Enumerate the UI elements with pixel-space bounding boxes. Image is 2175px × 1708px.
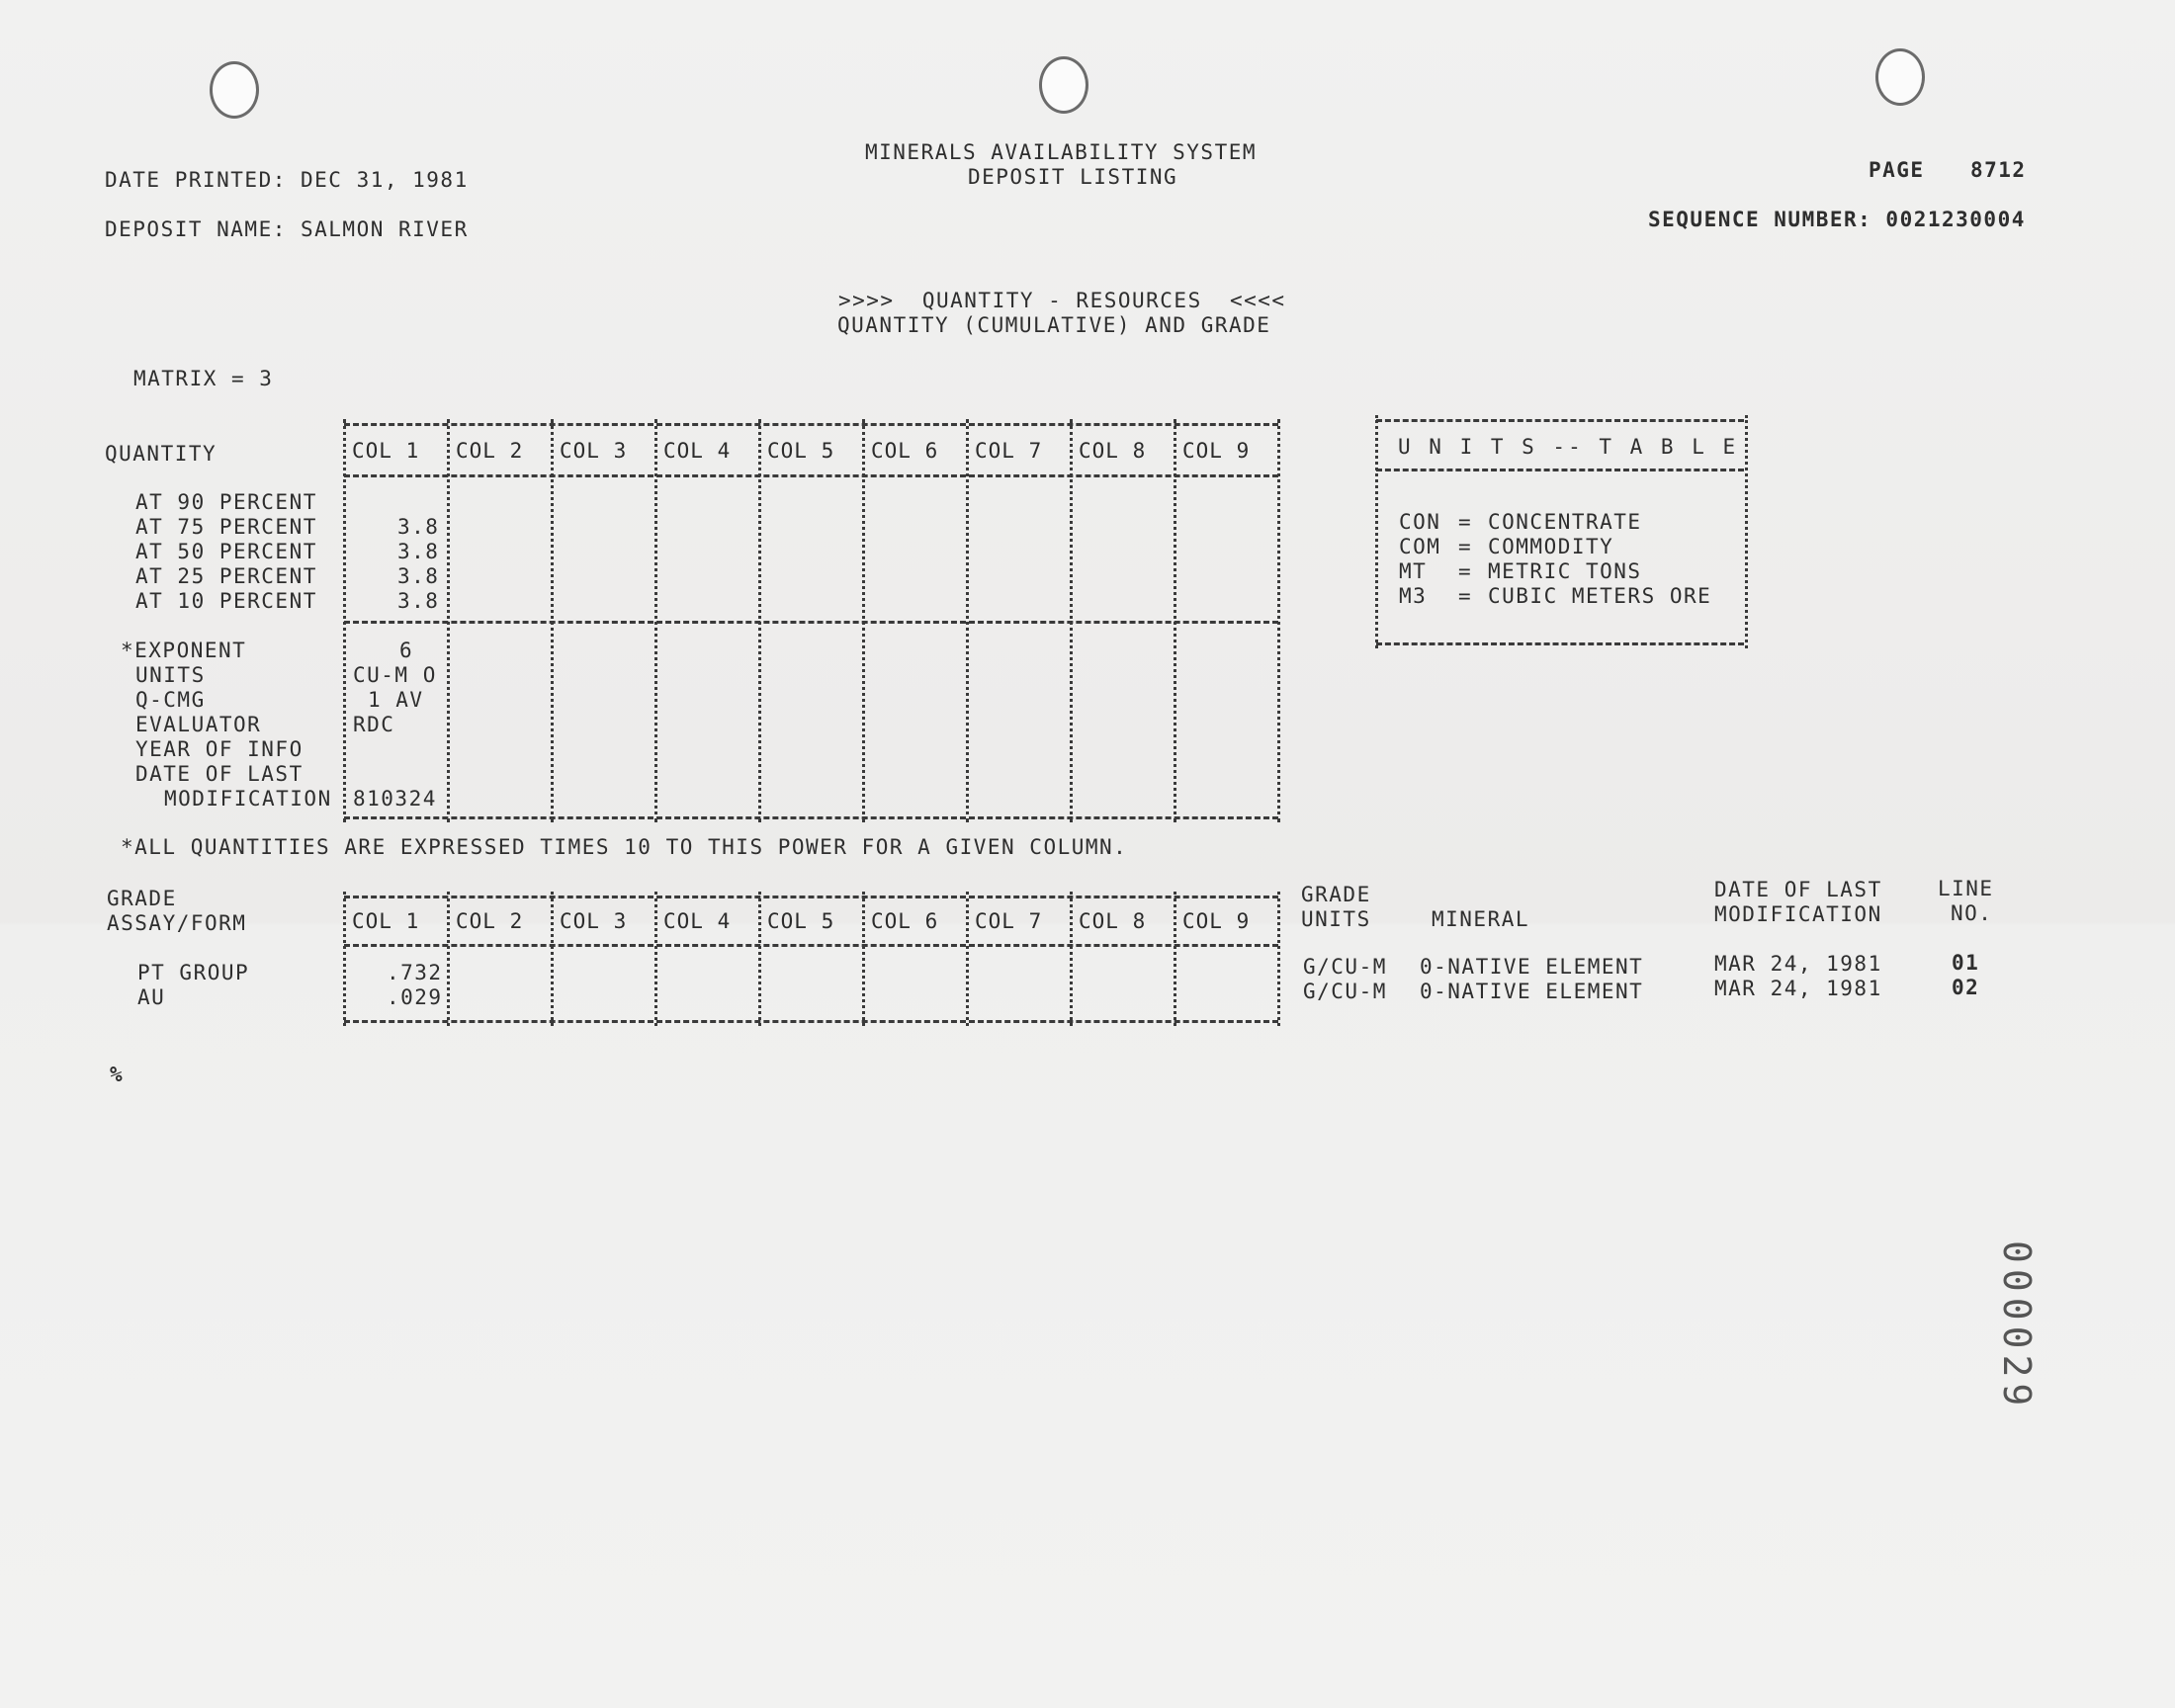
- grade-row-units: G/CU-M: [1303, 955, 1387, 979]
- g-col-header: COL 3: [560, 909, 628, 933]
- punch-hole-center: [1039, 56, 1088, 114]
- grade-row-date: MAR 24, 1981: [1714, 952, 1882, 976]
- grade-row-line-no: 01: [1952, 951, 1980, 975]
- grade-units-header-1: GRADE: [1301, 883, 1371, 906]
- sequence-number: SEQUENCE NUMBER: 0021230004: [1648, 208, 2026, 231]
- line-no-header-1: LINE: [1938, 877, 1994, 900]
- deposit-name: DEPOSIT NAME: SALMON RIVER: [105, 217, 469, 241]
- quantity-label: QUANTITY: [105, 442, 218, 466]
- quantity-table-header-rule: [344, 474, 1278, 477]
- grade-row-line-no: 02: [1952, 976, 1980, 999]
- system-title: MINERALS AVAILABILITY SYSTEM: [865, 140, 1258, 164]
- grade-row-date: MAR 24, 1981: [1714, 977, 1882, 1000]
- grade-table-header-rule: [344, 944, 1278, 947]
- units-equals: =: [1458, 510, 1473, 534]
- g-col-header: COL 6: [871, 909, 939, 933]
- date-header-1: DATE OF LAST: [1714, 878, 1882, 901]
- q-col-header: COL 4: [663, 439, 732, 463]
- units-code: MT: [1399, 559, 1428, 583]
- quantity-table-bottom-rule: [344, 816, 1278, 819]
- q-row-label: AT 50 PERCENT: [135, 540, 317, 563]
- q-col-header: COL 5: [767, 439, 835, 463]
- q-col-sep-3: [654, 419, 657, 822]
- g-col-sep-2: [551, 892, 554, 1026]
- q-cell-col1: 3.8: [397, 564, 440, 588]
- g-col-header: COL 4: [663, 909, 732, 933]
- g-col-header: COL 9: [1182, 909, 1251, 933]
- line-no-header-2: NO.: [1951, 901, 1993, 925]
- units-meaning: CUBIC METERS ORE: [1488, 584, 1712, 608]
- matrix-label: MATRIX = 3: [133, 367, 274, 390]
- g-col-sep-3: [654, 892, 657, 1026]
- g-col-sep-4: [758, 892, 761, 1026]
- grade-table-top-rule: [344, 896, 1278, 898]
- q-col-sep-2: [551, 419, 554, 822]
- g-col-header: COL 7: [975, 909, 1043, 933]
- grade-row-units: G/CU-M: [1303, 980, 1387, 1003]
- units-meaning: METRIC TONS: [1488, 559, 1642, 583]
- q-row-label: AT 90 PERCENT: [135, 490, 317, 514]
- units-equals: =: [1458, 559, 1473, 583]
- q-col-sep-7: [1070, 419, 1073, 822]
- q-row-label: AT 10 PERCENT: [135, 589, 317, 613]
- punch-hole-right: [1875, 48, 1925, 106]
- q-col-header: COL 9: [1182, 439, 1251, 463]
- grade-row-mineral: 0-NATIVE ELEMENT: [1420, 955, 1644, 979]
- q-cell-col1: 3.8: [397, 589, 440, 613]
- q-col-sep-8: [1174, 419, 1176, 822]
- units-code: CON: [1399, 510, 1441, 534]
- grade-row-label: AU: [137, 985, 166, 1009]
- g-col-header: COL 5: [767, 909, 835, 933]
- q-col-header: COL 6: [871, 439, 939, 463]
- date-header-2: MODIFICATION: [1714, 902, 1882, 926]
- assay-form-label: ASSAY/FORM: [107, 911, 247, 935]
- units-meaning: COMMODITY: [1488, 535, 1614, 558]
- q-row-label: AT 25 PERCENT: [135, 564, 317, 588]
- q-col-header: COL 7: [975, 439, 1043, 463]
- grade-label: GRADE: [107, 887, 177, 910]
- q-attr-label: MODIFICATION: [164, 787, 332, 811]
- units-table-title: U N I T S -- T A B L E: [1398, 435, 1739, 459]
- mineral-header: MINERAL: [1432, 907, 1530, 931]
- quantity-table-mid-rule: [344, 621, 1278, 624]
- date-printed: DATE PRINTED: DEC 31, 1981: [105, 168, 469, 192]
- g-col-sep-8: [1174, 892, 1176, 1026]
- units-code: COM: [1399, 535, 1441, 558]
- q-cell-col1: 3.8: [397, 515, 440, 539]
- q-attr-label: Q-CMG: [135, 688, 206, 712]
- section-title: >>>> QUANTITY - RESOURCES <<<<: [838, 289, 1286, 312]
- q-col-sep-1: [447, 419, 450, 822]
- q-col-header: COL 1: [352, 439, 420, 463]
- q-col-sep-5: [862, 419, 865, 822]
- units-table-top-rule: [1376, 419, 1744, 422]
- q-row-label: AT 75 PERCENT: [135, 515, 317, 539]
- q-attr-col1: 1 AV: [368, 688, 424, 712]
- grade-row-col1: .732: [387, 961, 443, 984]
- end-mark: %: [110, 1063, 125, 1086]
- q-col-header: COL 8: [1079, 439, 1147, 463]
- g-col-header: COL 8: [1079, 909, 1147, 933]
- units-table-bottom-rule: [1376, 642, 1744, 645]
- side-stamp: 000029: [1995, 1240, 2039, 1412]
- q-attr-col1: 6: [399, 639, 414, 662]
- q-attr-col1: 810324: [353, 787, 437, 811]
- section-subtitle: QUANTITY (CUMULATIVE) AND GRADE: [837, 313, 1271, 337]
- quantity-footnote: *ALL QUANTITIES ARE EXPRESSED TIMES 10 TO THIS POWER FOR A GIVEN COLUMN.: [121, 835, 1128, 859]
- units-meaning: CONCENTRATE: [1488, 510, 1642, 534]
- punch-hole-left: [210, 61, 259, 119]
- q-attr-label: *EXPONENT: [121, 639, 247, 662]
- q-attr-label: UNITS: [135, 663, 206, 687]
- q-cell-col1: 3.8: [397, 540, 440, 563]
- q-col-sep-0: [343, 419, 346, 822]
- units-table-right-border: [1745, 415, 1748, 648]
- grade-units-header-2: UNITS: [1301, 907, 1371, 931]
- q-col-header: COL 3: [560, 439, 628, 463]
- units-table-header-rule: [1376, 469, 1744, 471]
- g-col-sep-0: [343, 892, 346, 1026]
- quantity-table-top-rule: [344, 423, 1278, 426]
- units-equals: =: [1458, 535, 1473, 558]
- q-col-sep-9: [1277, 419, 1280, 822]
- units-code: M3: [1399, 584, 1428, 608]
- g-col-header: COL 2: [456, 909, 524, 933]
- grade-row-mineral: 0-NATIVE ELEMENT: [1420, 980, 1644, 1003]
- g-col-sep-6: [966, 892, 969, 1026]
- units-table-left-border: [1375, 415, 1378, 648]
- g-col-sep-5: [862, 892, 865, 1026]
- q-attr-col1: RDC: [353, 713, 395, 736]
- q-col-header: COL 2: [456, 439, 524, 463]
- page-number: 8712: [1970, 158, 2027, 182]
- q-col-sep-4: [758, 419, 761, 822]
- q-col-sep-6: [966, 419, 969, 822]
- grade-row-col1: .029: [387, 985, 443, 1009]
- listing-title: DEPOSIT LISTING: [968, 165, 1178, 189]
- g-col-sep-7: [1070, 892, 1073, 1026]
- units-equals: =: [1458, 584, 1473, 608]
- q-attr-label: DATE OF LAST: [135, 762, 304, 786]
- grade-row-label: PT GROUP: [137, 961, 250, 984]
- q-attr-col1: CU-M O: [353, 663, 437, 687]
- g-col-sep-9: [1277, 892, 1280, 1026]
- g-col-sep-1: [447, 892, 450, 1026]
- g-col-header: COL 1: [352, 909, 420, 933]
- page-label: PAGE: [1869, 158, 1925, 182]
- q-attr-label: YEAR OF INFO: [135, 737, 304, 761]
- q-attr-label: EVALUATOR: [135, 713, 262, 736]
- grade-table-bottom-rule: [344, 1020, 1278, 1023]
